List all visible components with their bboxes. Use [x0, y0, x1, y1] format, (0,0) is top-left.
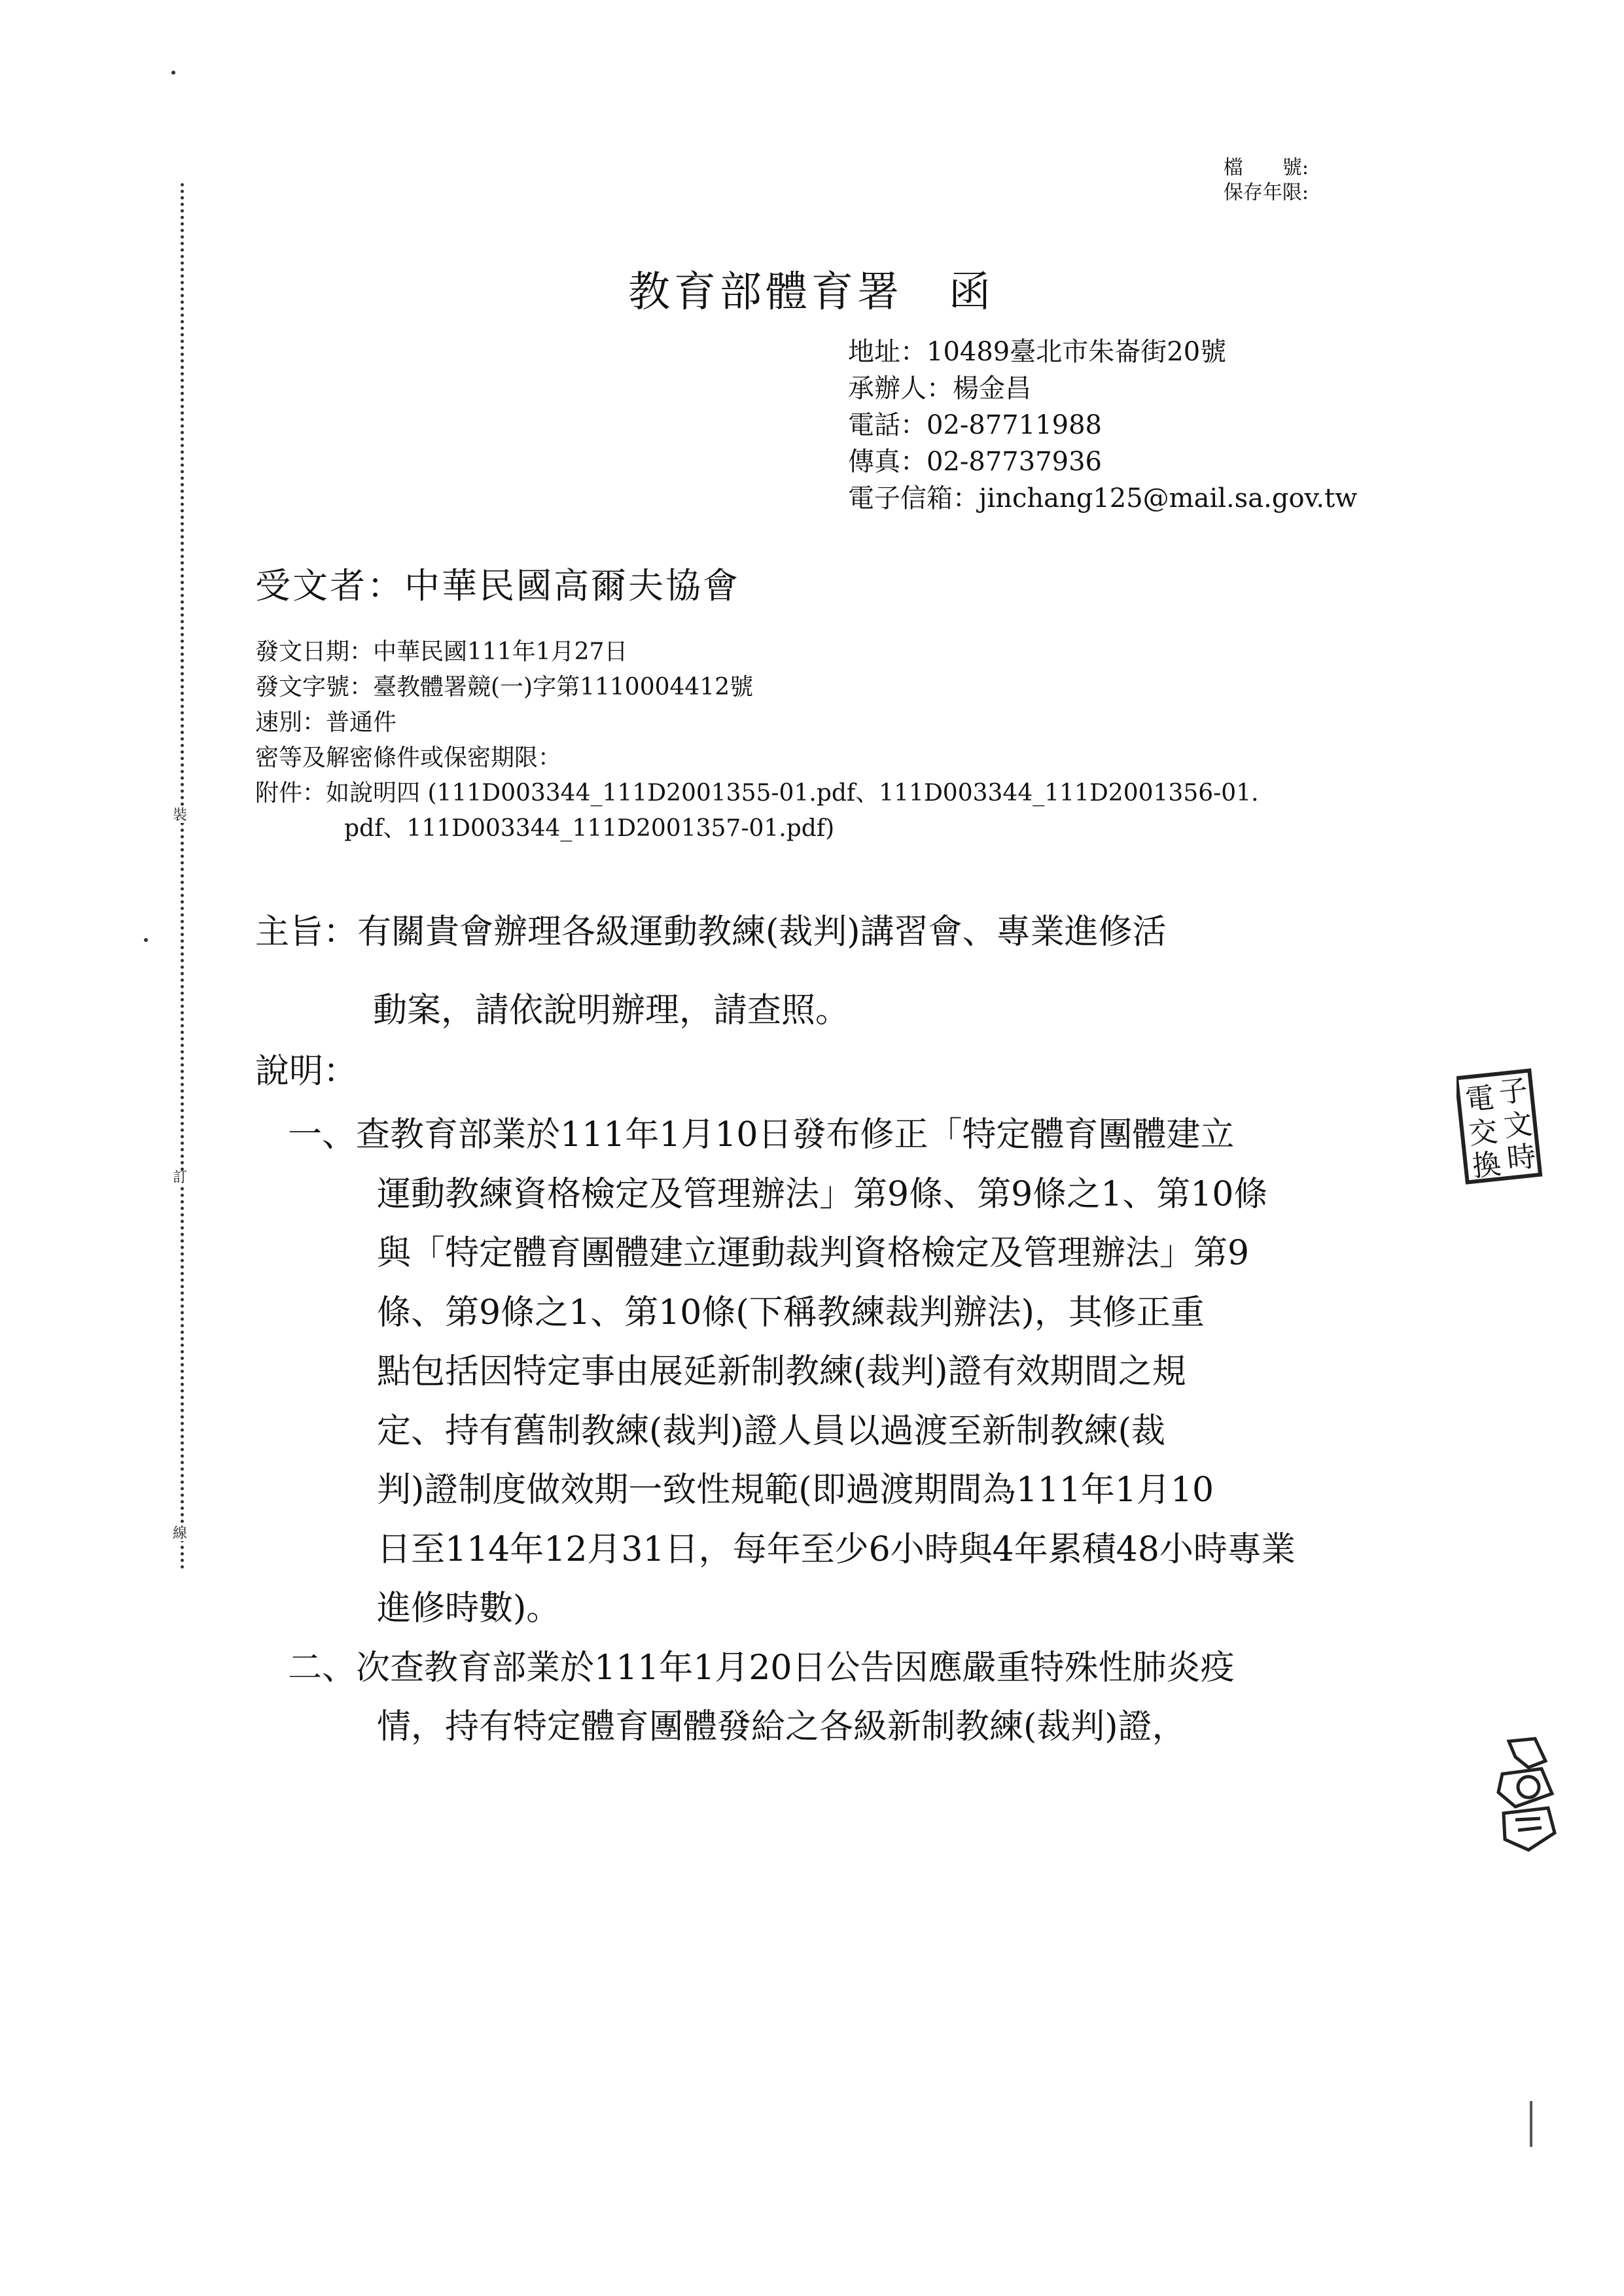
archive-info	[1112, 156, 1309, 205]
scan-speck	[171, 71, 175, 75]
svg-text:換: 換	[1470, 1147, 1503, 1184]
retention-period-label: 保存年限:	[1223, 181, 1309, 204]
page-seal-stamp	[1489, 1735, 1561, 1859]
scan-speck	[144, 938, 148, 942]
svg-text:交: 交	[1467, 1115, 1500, 1151]
contact-phone: 電話：02-87711988	[848, 410, 1103, 440]
contact-email: 電子信箱：jinchang125@mail.sa.gov.tw	[848, 483, 1358, 513]
svg-text:時: 時	[1505, 1139, 1538, 1176]
item-1-line: 日至114年12月31日，每年至少6小時與4年累積48小時專業	[377, 1529, 1296, 1569]
item-1-line: 與「特定體育團體建立運動裁判資格檢定及管理辦法」第9	[377, 1234, 1250, 1273]
margin-mark-bind: 訂	[173, 1170, 188, 1186]
subject	[255, 893, 1433, 1050]
recipient: 受文者：中華民國高爾夫協會	[255, 565, 740, 606]
explanation-heading: 說明：	[255, 1052, 358, 1091]
item-1-line: 運動教練資格檢定及管理辦法」第9條、第9條之1、第10條	[377, 1174, 1268, 1214]
attachment-line-1: 附件：如說明四 (111D003344_111D2001355-01.pdf、111D003344_111D2001356-01.	[255, 780, 1259, 807]
contact-block	[848, 334, 1437, 517]
svg-text:文: 文	[1502, 1107, 1534, 1144]
item-2-line: 情，持有特定體育團體發給之各級新制教練(裁判)證，	[377, 1707, 1186, 1747]
file-number-label: 檔 號:	[1223, 156, 1309, 179]
attachment-line-2: pdf、111D003344_111D2001357-01.pdf)	[344, 815, 835, 842]
secrecy-level: 密等及解密條件或保密期限：	[255, 744, 562, 771]
contact-address: 地址：10489臺北市朱崙街20號	[848, 337, 1227, 367]
item-2-line: 二、次查教育部業於111年1月20日公告因應嚴重特殊性肺炎疫	[288, 1648, 1235, 1688]
svg-text:子: 子	[1497, 1073, 1530, 1110]
document-number: 發文字號：臺教體署競(一)字第1110004412號	[255, 674, 754, 701]
document-meta	[255, 635, 1420, 846]
item-1-line: 條、第9條之1、第10條(下稱教練裁判辦法)，其修正重	[377, 1293, 1205, 1332]
scan-edge-mark	[1530, 2101, 1532, 2147]
item-1-line: 定、持有舊制教練(裁判)證人員以過渡至新制教練(裁	[377, 1411, 1165, 1451]
contact-fax: 傳真：02-87737936	[848, 447, 1103, 477]
svg-text:電: 電	[1463, 1081, 1496, 1117]
delivery-speed: 速別：普通件	[255, 709, 397, 736]
item-1-line: 判)證制度做效期一致性規範(即過渡期間為111年1月10	[377, 1470, 1214, 1510]
electronic-exchange-seal-stamp	[1456, 1065, 1544, 1189]
item-1-line: 一、查教育部業於111年1月10日發布修正「特定體育團體建立	[288, 1115, 1235, 1155]
item-1-line: 進修時數)。	[377, 1589, 561, 1628]
margin-mark-line: 線	[173, 1525, 188, 1542]
issue-date: 發文日期：中華民國111年1月27日	[255, 638, 628, 665]
subject-line-1: 主旨：有關貴會辦理各級運動教練(裁判)講習會、專業進修活	[255, 913, 1167, 952]
item-1-line: 點包括因特定事由展延新制教練(裁判)證有效期間之規	[377, 1352, 1186, 1391]
explanation-items	[288, 1105, 1466, 1757]
document-title: 教育部體育署 函	[628, 268, 995, 317]
binding-margin-dotted-line	[181, 183, 184, 1570]
subject-line-2: 動案，請依說明辦理，請查照。	[373, 991, 850, 1030]
contact-handler: 承辦人：楊金昌	[848, 374, 1031, 404]
margin-mark-staple: 裝	[173, 807, 188, 824]
